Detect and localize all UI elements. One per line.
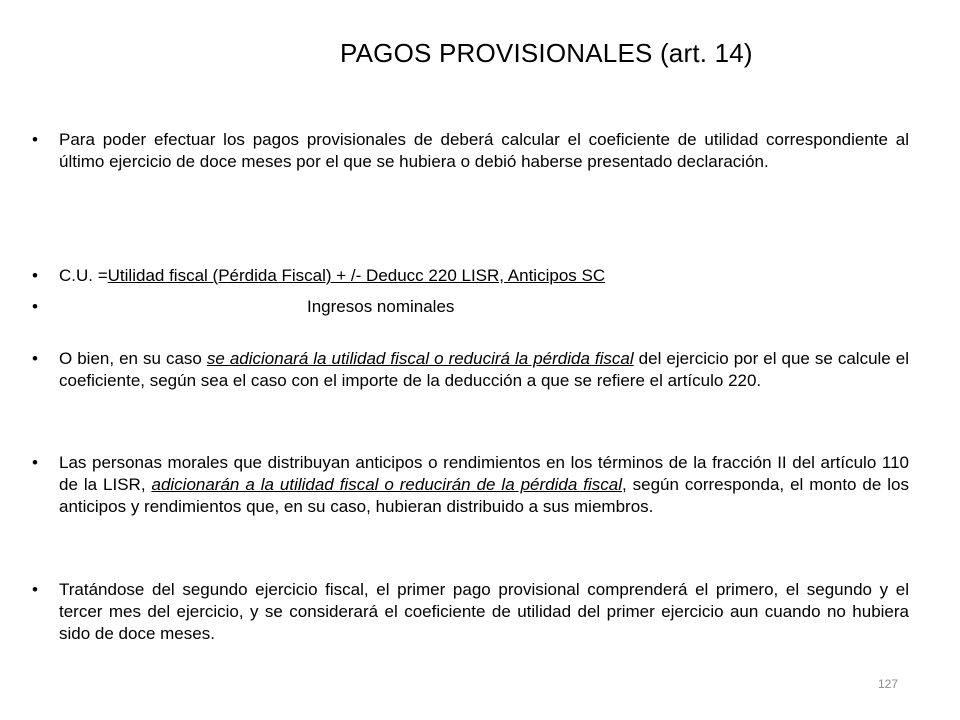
b4-pre: Las personas morales que distribuyan anticipos o rendimientos en los términos de la fracción II del artículo 110 de la LISR, [59, 453, 909, 494]
formula-denominator: Ingresos nominales [307, 297, 455, 316]
b3-pre: O bien, en su caso [59, 349, 207, 368]
page-title: PAGOS PROVISIONALES (art. 14) [340, 38, 753, 68]
b4-post: , según corresponda, el monto de los anticipos y rendimientos que, en su caso, hubieran distribuido a sus miembros. [59, 475, 910, 516]
b3-emphasis: se adicionará la utilidad fiscal o reducirá la pérdida fiscal [206, 349, 634, 368]
bullet-coeficiente-utilidad: • Para poder efectuar los pagos provisionales de deberá calcular el coeficiente de utilidad correspondiente al último ejercicio de doce meses por el que se hubiera o debió haberse presentado declaración. [59, 129, 909, 173]
bullet-adicionar-reducir [59, 348, 909, 392]
b4-emphasis: adicionarán a la utilidad fiscal o reducirán de la pérdida fiscal [151, 475, 622, 494]
bullet-personas-morales [59, 452, 909, 518]
bullet-formula-numerator [59, 265, 909, 287]
bullet-segundo-ejercicio: • Tratándose del segundo ejercicio fiscal, el primer pago provisional comprenderá el primero, el segundo y el tercer mes del ejercicio, y se considerará el coeficiente de utilidad del primer ejercicio aun cuando no hubiera sido de doce meses. [59, 579, 909, 645]
formula-numerator: Utilidad fiscal (Pérdida Fiscal) + /- Deducc 220 LISR, Anticipos SC [107, 266, 606, 285]
bullet-formula-denominator [59, 296, 909, 318]
b3-post: del ejercicio por el que se calcule el coeficiente, según sea el caso con el importe de la deducción a que se refiere el artículo 220. [59, 349, 909, 390]
formula-prefix: C.U. = [59, 266, 108, 285]
slide-number: 127 [878, 677, 899, 691]
